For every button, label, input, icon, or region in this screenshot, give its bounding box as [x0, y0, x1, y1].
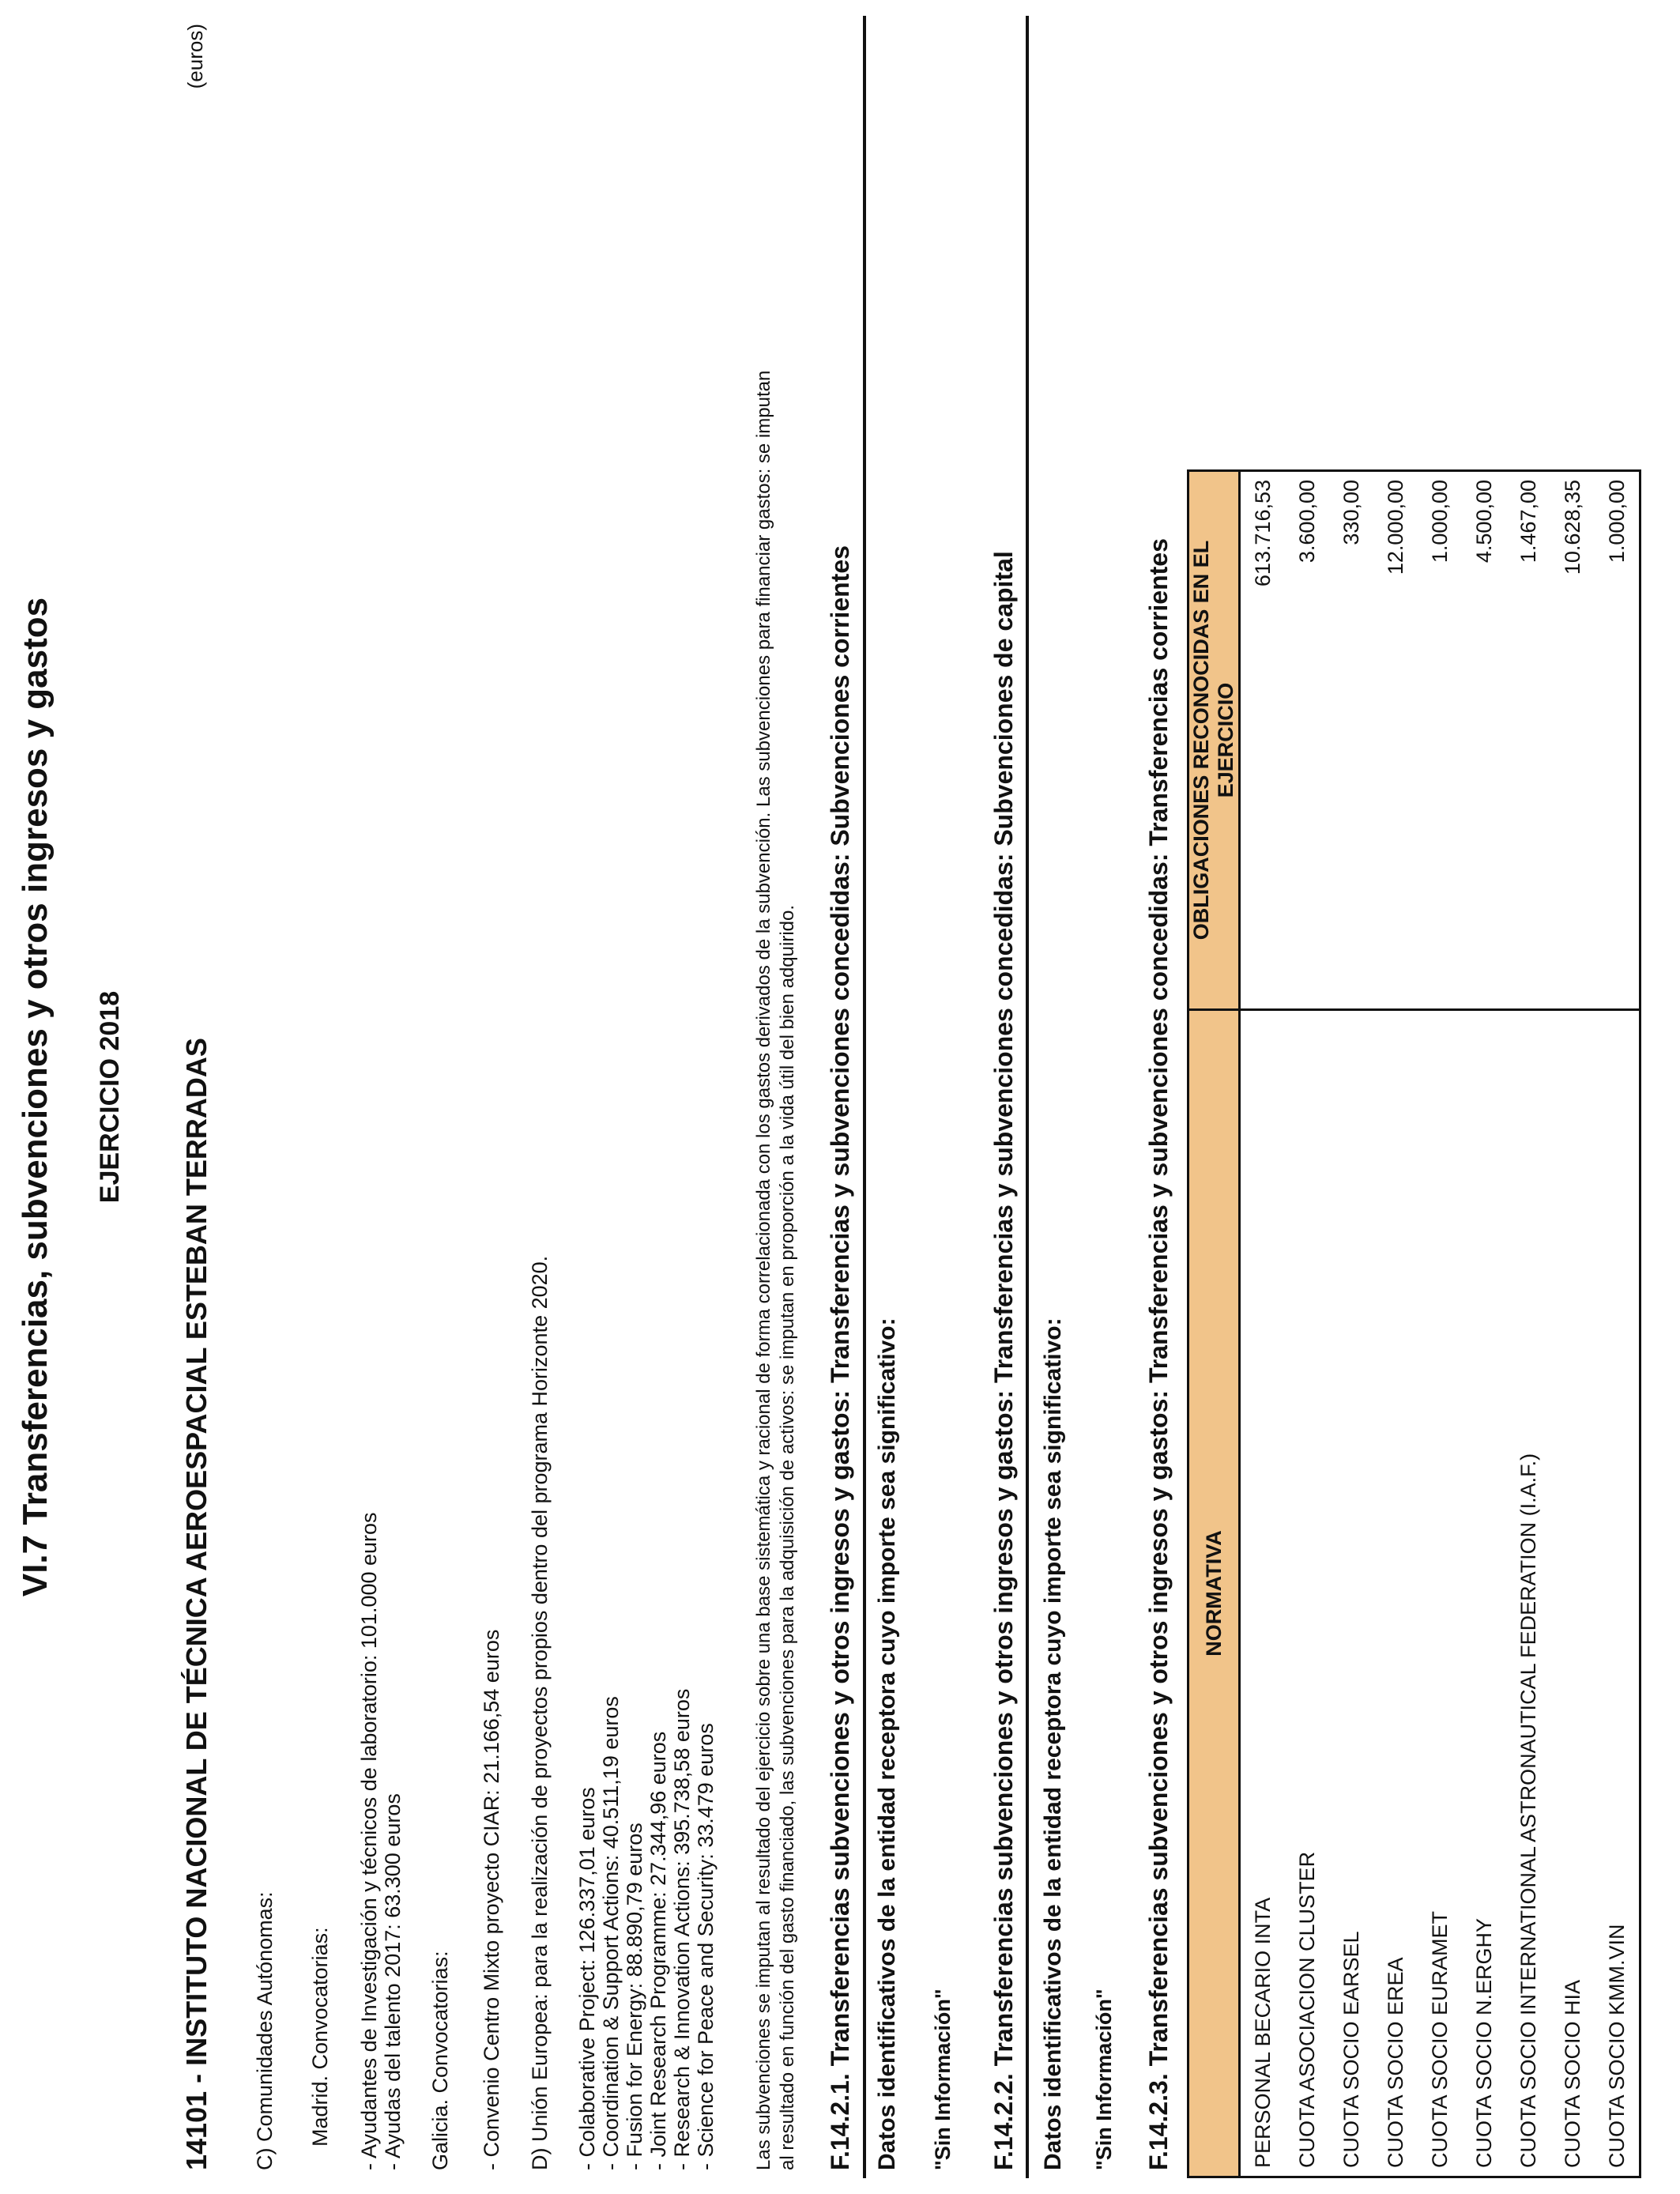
page-title: VI.7 Transferencias, subvenciones y otros ingresos y gastos: [16, 597, 55, 1597]
galicia-label: Galicia. Convocatorias:: [428, 1951, 452, 2170]
cell-normativa: CUOTA SOCIO HIA: [1550, 1010, 1595, 2177]
cell-importe: 613.716,53: [1240, 471, 1286, 1010]
f1421-subheading: Datos identificativos de la entidad receptora cuyo importe sea significativo:: [874, 1318, 900, 2170]
cell-importe: 10.628,35: [1550, 471, 1595, 1010]
madrid-label: Madrid. Convocatorias:: [308, 1927, 332, 2147]
table-row: [1240, 471, 1286, 2177]
madrid-item: - Ayudas del talento 2017: 63.300 euros: [381, 1793, 405, 2170]
eu-item: - Science for Peace and Security: 33.479 euros: [694, 1723, 718, 2170]
section-c-heading: C) Comunidades Autónomas:: [253, 1891, 277, 2170]
table-row: [1373, 471, 1418, 2177]
section-rule: [863, 16, 866, 2178]
table-row: [1418, 471, 1462, 2177]
policy-text-line: al resultado en función del gasto financiado, las subvenciones para la adquisición de activos: se imputan en proporción a la vida útil del bien adquirido.: [777, 904, 798, 2170]
transferencias-table: [1187, 469, 1641, 2178]
cell-normativa: CUOTA SOCIO EURAMET: [1418, 1010, 1462, 2177]
cell-importe: 1.000,00: [1418, 471, 1462, 1010]
units-label: (euros): [183, 24, 207, 89]
table-row: [1462, 471, 1506, 2177]
f1422-note: "Sin Información": [1092, 1989, 1116, 2170]
cell-normativa: CUOTA SOCIO KMM.VIN: [1595, 1010, 1640, 2177]
eu-item: - Coordination & Support Actions: 40.511,19 euros: [599, 1696, 623, 2170]
section-d-heading: D) Unión Europea: para la realización de proyectos propios dentro del programa Horizonte 2020.: [528, 1255, 552, 2170]
table-row: [1329, 471, 1373, 2177]
f1422-heading: F.14.2.2. Transferencias subvenciones y otros ingresos y gastos: Transferencias y subvenciones concedidas: Subvenciones de capital: [989, 551, 1018, 2170]
cell-normativa: CUOTA SOCIO INTERNATIONAL ASTRONAUTICAL FEDERATION (I.A.F.): [1506, 1010, 1550, 2177]
eu-item: - Research & Innovation Actions: 395.738,58 euros: [670, 1688, 694, 2170]
f1423-heading: F.14.2.3. Transferencias subvenciones y otros ingresos y gastos: Transferencias y subvenciones concedidas: Transferencias corrientes: [1144, 538, 1173, 2170]
cell-importe: 1.467,00: [1506, 471, 1550, 1010]
fiscal-year: EJERCICIO 2018: [95, 990, 125, 1204]
f1421-note: "Sin Información": [931, 1989, 955, 2170]
section-rule: [1026, 16, 1029, 2178]
eu-item: - Fusion for Energy: 88.890,79 euros: [623, 1823, 646, 2170]
entity-name: 14101 - INSTITUTO NACIONAL DE TÉCNICA AEROESPACIAL ESTEBAN TERRADAS: [180, 1038, 213, 2170]
cell-importe: 3.600,00: [1285, 471, 1329, 1010]
column-header-obligaciones: OBLIGACIONES RECONOCIDAS EN EL EJERCICIO: [1188, 471, 1240, 1010]
cell-normativa: CUOTA ASOCIACION CLUSTER: [1285, 1010, 1329, 2177]
cell-importe: 330,00: [1329, 471, 1373, 1010]
eu-item: - Colaborative Project: 126.337,01 euros: [575, 1787, 599, 2170]
f1421-heading: F.14.2.1. Transferencias subvenciones y otros ingresos y gastos: Transferencias y subvenciones concedidas: Subvenciones corrientes: [826, 545, 854, 2170]
eu-item: - Joint Research Programme: 27.344,96 euros: [646, 1731, 670, 2170]
table-row: [1285, 471, 1329, 2177]
cell-importe: 1.000,00: [1595, 471, 1640, 1010]
policy-text-line: Las subvenciones se imputan al resultado del ejercicio sobre una base sistemática y racional de forma correlacionada con los gastos derivados de la subvención. Las subvenciones para financiar gastos: se imputan: [753, 370, 774, 2170]
cell-importe: 4.500,00: [1462, 471, 1506, 1010]
column-header-normativa: NORMATIVA: [1188, 1010, 1240, 2177]
cell-normativa: CUOTA SOCIO EARSEL: [1329, 1010, 1373, 2177]
table-row: [1550, 471, 1595, 2177]
galicia-item: - Convenio Centro Mixto proyecto CIAR: 21.166,54 euros: [480, 1629, 503, 2170]
table-row: [1506, 471, 1550, 2177]
cell-normativa: PERSONAL BECARIO INTA: [1240, 1010, 1286, 2177]
cell-importe: 12.000,00: [1373, 471, 1418, 1010]
madrid-item: - Ayudantes de Investigación y técnicos de laboratorio: 101.000 euros: [357, 1512, 381, 2170]
cell-normativa: CUOTA SOCIO N.ERGHY: [1462, 1010, 1506, 2177]
table-row: [1595, 471, 1640, 2177]
cell-normativa: CUOTA SOCIO EREA: [1373, 1010, 1418, 2177]
f1422-subheading: Datos identificativos de la entidad receptora cuyo importe sea significativo:: [1040, 1318, 1066, 2170]
